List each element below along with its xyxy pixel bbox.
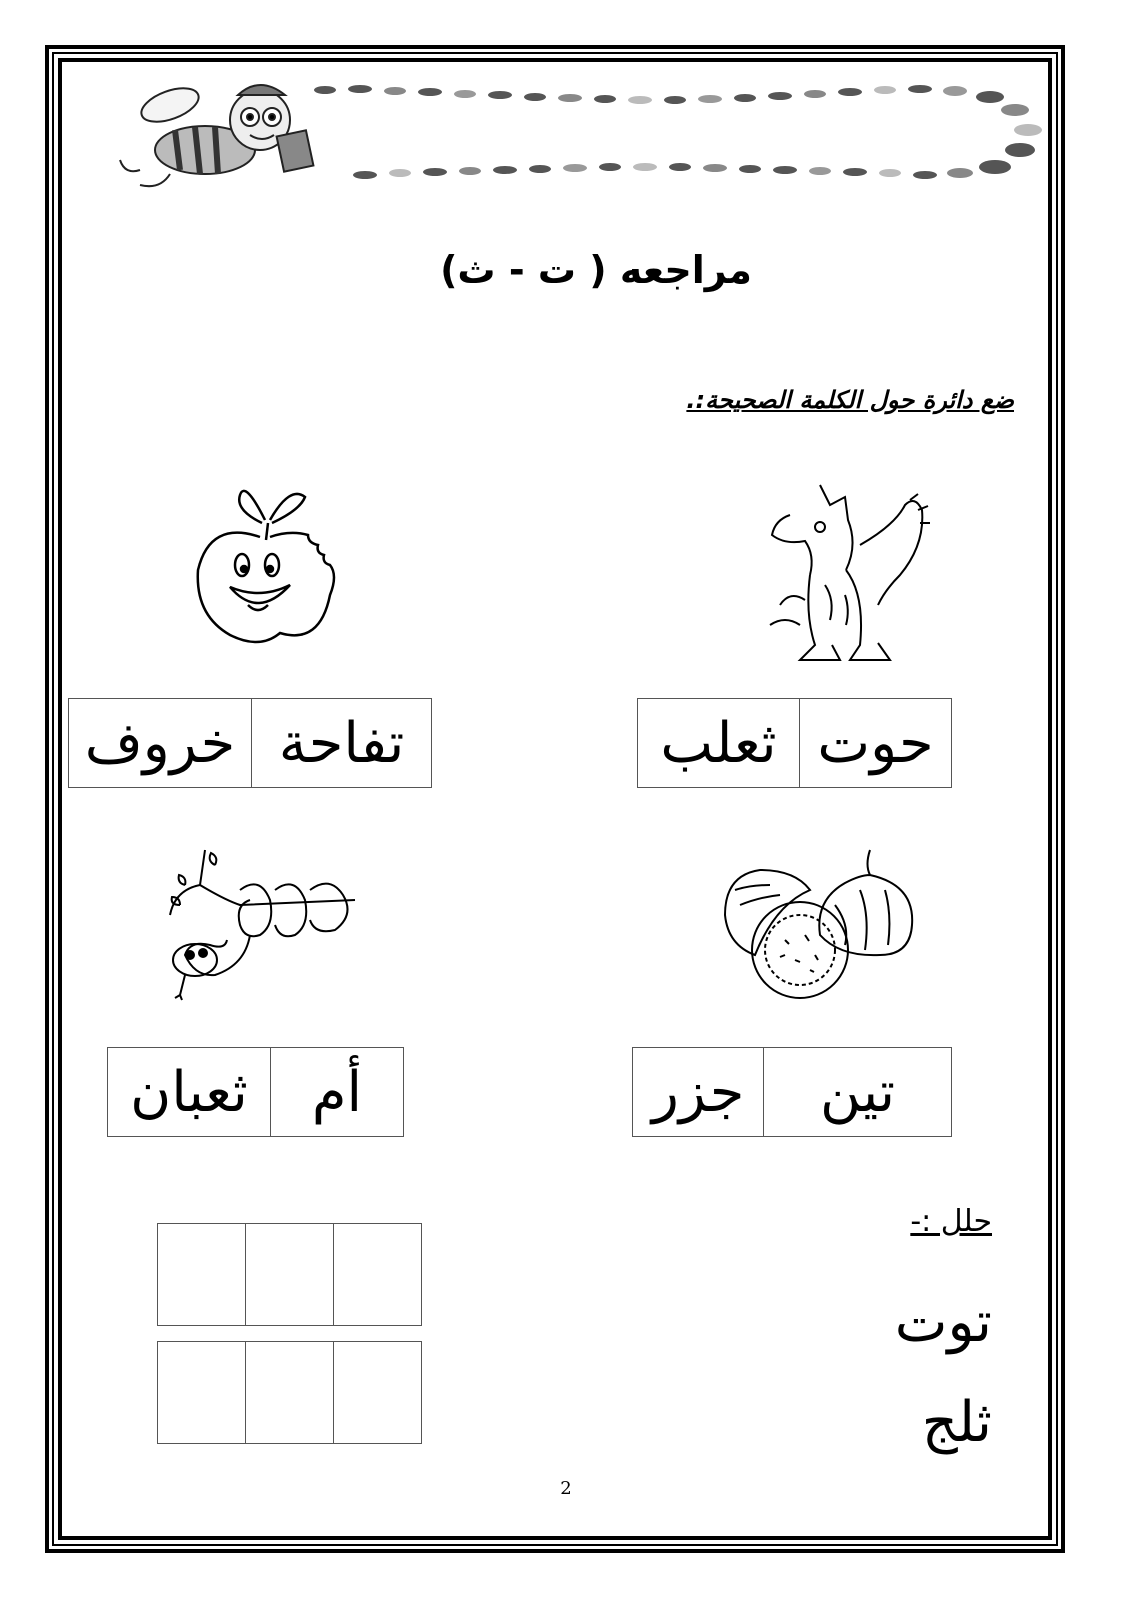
word-choice[interactable]: ثعلب [638, 699, 800, 787]
analyze-word: توت [894, 1290, 992, 1355]
page-number: 2 [560, 1478, 572, 1499]
letter-cell[interactable] [245, 1342, 333, 1443]
word-choice[interactable]: جزر [633, 1048, 764, 1136]
word-choice-box [68, 698, 432, 788]
fox-icon [750, 475, 950, 670]
letter-cell[interactable] [245, 1224, 333, 1325]
bee-banner-illustration [100, 75, 1050, 195]
snake-icon [165, 845, 365, 1005]
apple-icon [190, 475, 345, 650]
word-choice[interactable]: تين [820, 1059, 896, 1125]
word-choice-box [637, 698, 952, 788]
analyze-word: ثلج [921, 1390, 992, 1455]
word-choice-box [107, 1047, 404, 1137]
letter-grid [157, 1223, 422, 1326]
instruction-text: ضع دائرة حول الكلمة الصحيحة:. [686, 386, 1014, 414]
letter-cell[interactable] [158, 1224, 245, 1325]
page-title: مراجعه ( ت - ث) [440, 248, 752, 292]
figs-icon [720, 845, 920, 1000]
word-choice[interactable]: حوت [817, 710, 934, 776]
word-choice-box [632, 1047, 952, 1137]
word-choice[interactable]: تفاحة [278, 710, 405, 776]
letter-cell[interactable] [333, 1342, 421, 1443]
letter-cell[interactable] [158, 1342, 245, 1443]
word-choice[interactable]: ثعبان [108, 1048, 271, 1136]
word-choice[interactable]: خروف [69, 699, 252, 787]
word-choice[interactable]: أم [311, 1059, 363, 1125]
letter-cell[interactable] [333, 1224, 421, 1325]
letter-grid [157, 1341, 422, 1444]
analyze-label: حلل :- [910, 1204, 992, 1239]
